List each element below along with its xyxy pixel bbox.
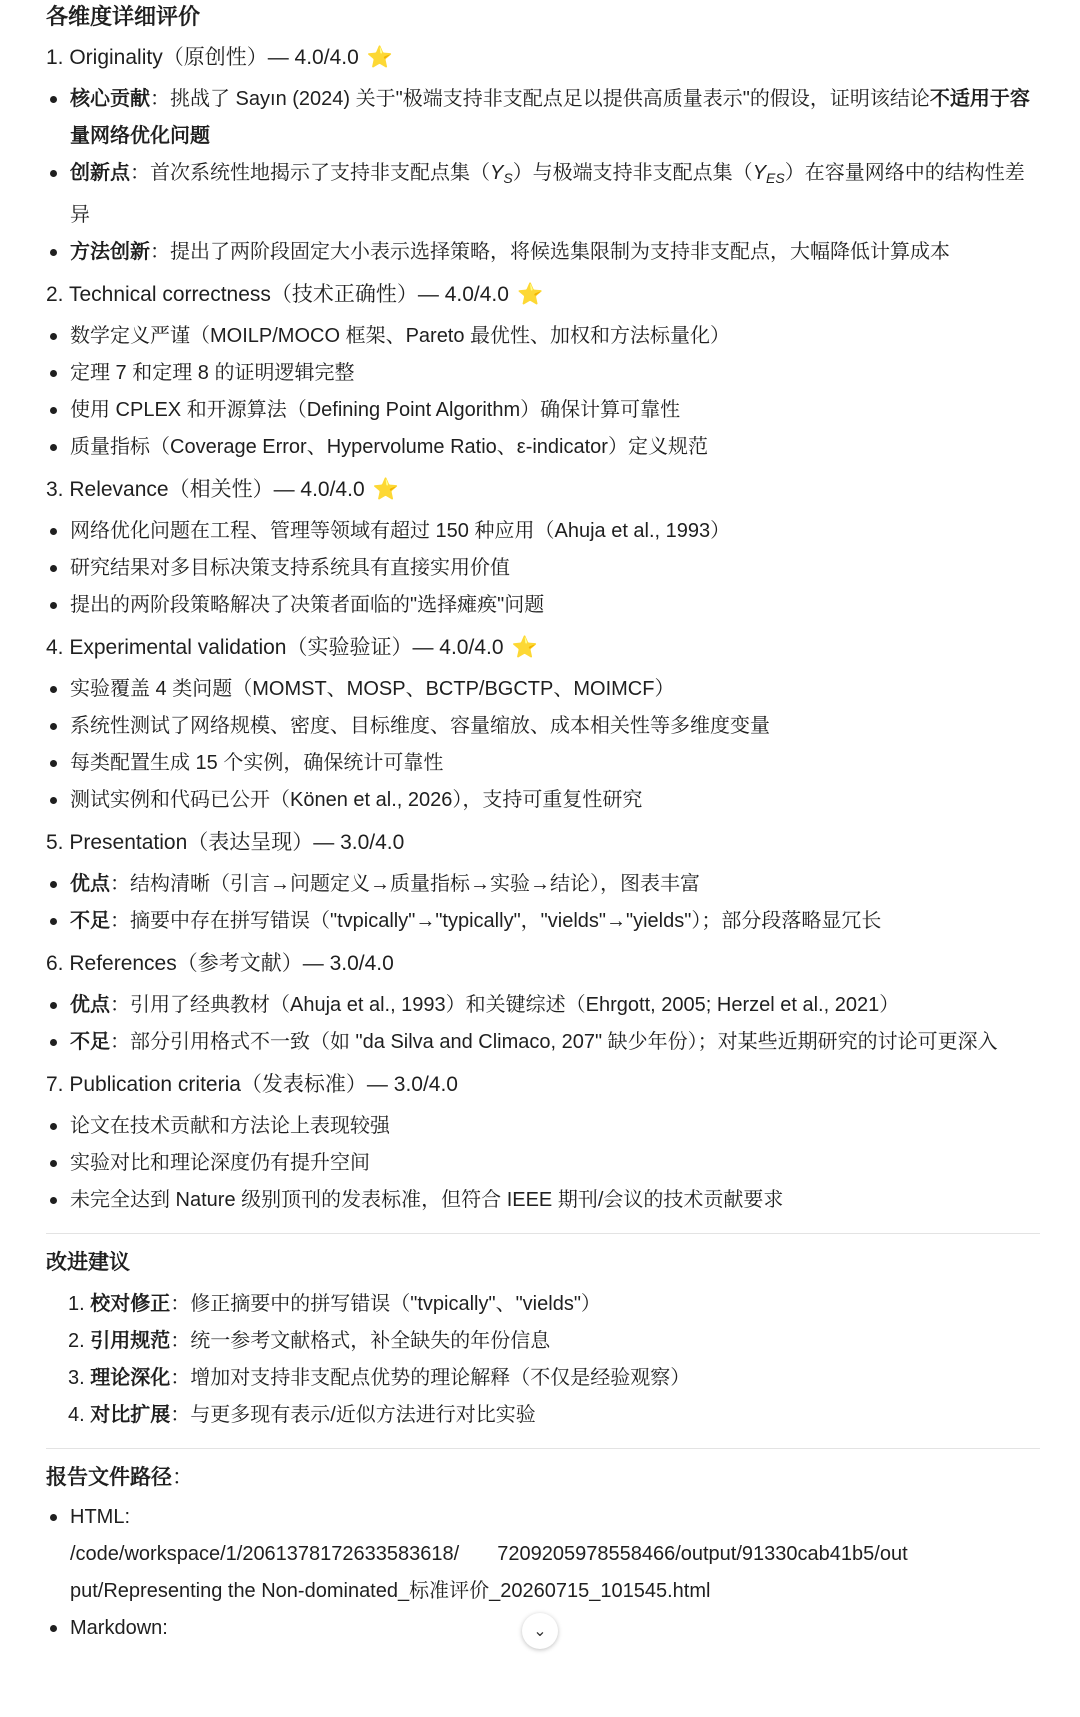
list-item: 提出的两阶段策略解决了决策者面临的"选择瘫痪"问题 (46, 587, 1040, 624)
list-item: 不足：部分引用格式不一致（如 "da Silva and Climaco, 207" 缺少年份）；对某些近期研究的讨论可更深入 (46, 1024, 1040, 1061)
section-technical-correctness (46, 280, 1040, 466)
list-item: 优点：结构清晰（引言→问题定义→质量指标→实验→结论），图表丰富 (46, 866, 1040, 903)
scroll-down-button[interactable] (522, 1613, 558, 1649)
list-item: 实验对比和理论深度仍有提升空间 (46, 1145, 1040, 1182)
star-icon: ⭐ (366, 46, 393, 69)
section-heading: 4. Experimental validation（实验验证）— 4.0/4.0 ⭐ (46, 636, 538, 659)
list-item: 系统性测试了网络规模、密度、目标维度、容量缩放、成本相关性等多维度变量 (46, 708, 1040, 745)
list-item: 研究结果对多目标决策支持系统具有直接实用价值 (46, 550, 1040, 587)
divider (46, 1448, 1040, 1449)
chevron-down-icon: ⌄ (533, 1623, 547, 1640)
list-item: 核心贡献：挑战了 Sayın (2024) 关于"极端支持非支配点足以提供高质量表示"的假设，证明该结论不适用于容量网络优化问题 (46, 81, 1040, 155)
list-item: 使用 CPLEX 和开源算法（Defining Point Algorithm）确保计算可靠性 (46, 392, 1040, 429)
star-icon: ⭐ (516, 283, 544, 306)
section-experimental-validation (46, 633, 1040, 819)
star-icon: ⭐ (372, 478, 399, 501)
list-item: 每类配置生成 15 个实例，确保统计可靠性 (46, 745, 1040, 782)
section-publication-criteria (46, 1070, 1040, 1219)
list-item-html-path: HTML: /code/workspace/1/2061378172633583618/ 7209205978558466/output/91330cab41b5/out put/Representing the Non-dominated_标准评价_20260715_101545.html (46, 1499, 1040, 1610)
section-heading: 3. Relevance（相关性）— 4.0/4.0 ⭐ (46, 478, 399, 501)
list-item: 数学定义严谨（MOILP/MOCO 框架、Pareto 最优性、加权和方法标量化） (46, 318, 1040, 355)
html-path-part1: /code/workspace/1/2061378172633583618/ (70, 1543, 460, 1565)
list-item: 创新点：首次系统性地揭示了支持非支配点集$(Y_S)$与极端支持非支配点集$(Y_{ES})$在容量网络中的结构性差异 (46, 155, 1040, 234)
list-item: 方法创新：提出了两阶段固定大小表示选择策略，将候选集限制为支持非支配点，大幅降低计算成本 (46, 234, 1040, 271)
section-heading: 1. Originality（原创性）— 4.0/4.0 ⭐ (46, 46, 393, 69)
list-item: 2. 引用规范：统一参考文献格式，补全缺失的年份信息 (68, 1330, 551, 1352)
report-title: 报告文件路径： (46, 1466, 193, 1489)
list-item: 论文在技术贡献和方法论上表现较强 (46, 1108, 1040, 1145)
section-presentation (46, 828, 1040, 940)
list-item: 3. 理论深化：增加对支持非支配点优势的理论解释（不仅是经验观察） (68, 1367, 691, 1389)
list-item: 1. 校对修正：修正摘要中的拼写错误（"tvpically"、"vields"） (68, 1293, 601, 1315)
list-item: 4. 对比扩展：与更多现有表示/近似方法进行对比实验 (68, 1404, 536, 1426)
improvements-title: 改进建议 (46, 1251, 130, 1274)
list-item: 定理 7 和定理 8 的证明逻辑完整 (46, 355, 1040, 392)
section-heading: 6. References（参考文献）— 3.0/4.0 (46, 952, 394, 975)
list-item: 网络优化问题在工程、管理等领域有超过 150 种应用（Ahuja et al., 1993） (46, 513, 1040, 550)
list-item-md-path: Markdown: (46, 1610, 1040, 1647)
section-heading: 7. Publication criteria（发表标准）— 3.0/4.0 (46, 1073, 458, 1096)
list-item: 优点：引用了经典教材（Ahuja et al., 1993）和关键综述（Ehrgott, 2005; Herzel et al., 2021） (46, 987, 1040, 1024)
star-icon: ⭐ (511, 636, 538, 659)
section-relevance (46, 475, 1040, 624)
section-heading: 5. Presentation（表达呈现）— 3.0/4.0 (46, 831, 405, 854)
section-originality (46, 43, 1040, 271)
list-item: 测试实例和代码已公开（Könen et al., 2026），支持可重复性研究 (46, 782, 1040, 819)
section-references (46, 949, 1040, 1061)
section-improvements (46, 1246, 1040, 1434)
list-item: 不足：摘要中存在拼写错误（"tvpically"→"typically"，"vields"→"yields"）；部分段落略显冗长 (46, 903, 1040, 940)
list-item: 实验覆盖 4 类问题（MOMST、MOSP、BCTP/BGCTP、MOIMCF） (46, 671, 1040, 708)
review-content (46, 0, 1040, 1647)
html-path-part2: 7209205978558466/output/91330cab41b5/out (497, 1543, 908, 1565)
section-heading: 2. Technical correctness（技术正确性）— 4.0/4.0 ⭐ (46, 283, 544, 306)
html-path-part3: put/Representing the Non-dominated_标准评价_20260715_101545.html (70, 1580, 711, 1602)
page-title: 各维度详细评价 (46, 4, 201, 29)
list-item: 质量指标（Coverage Error、Hypervolume Ratio、ε-indicator）定义规范 (46, 429, 1040, 466)
divider (46, 1233, 1040, 1234)
list-item: 未完全达到 Nature 级别顶刊的发表标准，但符合 IEEE 期刊/会议的技术贡献要求 (46, 1182, 1040, 1219)
